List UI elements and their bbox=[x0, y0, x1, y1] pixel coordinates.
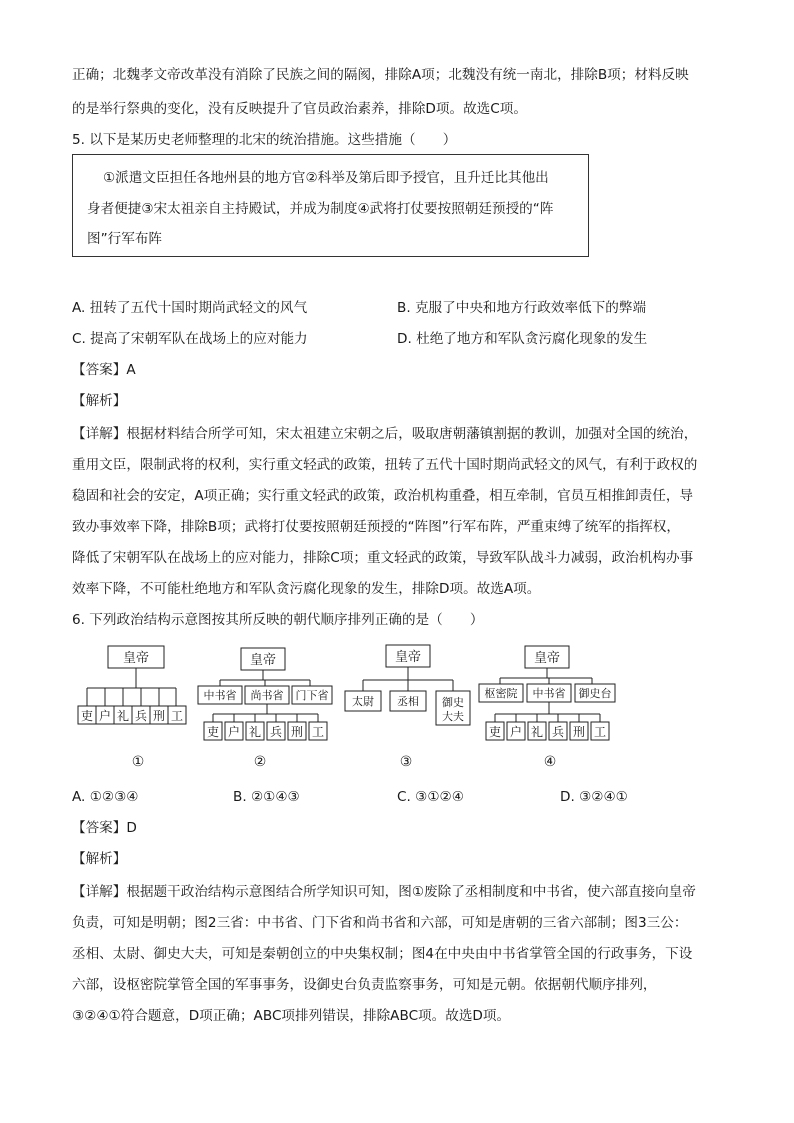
q5-detail-line-4: 致办事效率下降，排除B项；武将打仗要按照朝廷预授的“阵图”行军布阵，严重束缚了统军的指挥权， bbox=[72, 519, 680, 535]
q5-material-line-2: 身者便捷③宋太祖亲自主持殿试，并成为制度④武将打仗要按照朝廷预授的“阵 bbox=[87, 201, 554, 217]
d2-ministry-4: 兵 bbox=[269, 725, 283, 739]
diagram-label-4: ④ bbox=[543, 754, 557, 770]
q6-detail-line-5: ③②④①符合题意，D项正确；ABC项排列错误，排除ABC项。故选D项。 bbox=[72, 1008, 511, 1024]
q5-answer-value: A bbox=[126, 362, 136, 378]
q5-option-c: C. 提高了宋朝军队在战场上的应对能力 bbox=[72, 331, 308, 347]
d3-yushi-line-1: 御史 bbox=[442, 696, 464, 709]
d1-ministry-1: 吏 bbox=[80, 709, 94, 723]
q6-option-c: C. ③①②④ bbox=[397, 789, 464, 805]
q5-detail-line-2: 重用文臣，限制武将的权利，实行重文轻武的政策，扭转了五代十国时期尚武轻文的风气，有利于政权的 bbox=[72, 457, 698, 473]
q6-detail-line-4: 六部，设枢密院掌管全国的军事事务，设御史台负责监察事务，可知是元朝。依据朝代顺序排列， bbox=[72, 977, 657, 993]
q5-analysis-tag: 【解析】 bbox=[72, 393, 127, 409]
d1-ministry-6: 工 bbox=[170, 709, 184, 723]
q5-option-a: A. 扭转了五代十国时期尚武轻文的风气 bbox=[72, 300, 308, 316]
q5-detail-line-1: 【详解】根据材料结合所学可知，宋太祖建立宋朝之后，吸取唐朝藩镇割据的教训，加强对全国的统治， bbox=[72, 426, 698, 442]
d3-emperor: 皇帝 bbox=[394, 650, 422, 665]
d2-emperor: 皇帝 bbox=[249, 653, 277, 668]
q5-stem: 5. 以下是某历史老师整理的北宋的统治措施。这些措施（ ） bbox=[72, 132, 457, 148]
d2-ministry-2: 户 bbox=[227, 725, 241, 739]
q5-material-box bbox=[72, 154, 589, 257]
d1-ministry-2: 户 bbox=[98, 709, 112, 723]
q6-detail-line-1: 【详解】根据题干政治结构示意图结合所学知识可知，图①废除了丞相制度和中书省，使六部直接向皇帝 bbox=[72, 884, 696, 900]
q6-answer-value: D bbox=[126, 820, 137, 836]
q5-option-b: B. 克服了中央和地方行政效率低下的弊端 bbox=[397, 300, 647, 316]
d4-yushitai: 御史台 bbox=[578, 687, 612, 700]
d3-yushi-line-2: 大夫 bbox=[442, 710, 464, 723]
d1-ministry-5: 刑 bbox=[152, 709, 166, 723]
q5-material-line-3: 图”行军布阵 bbox=[87, 231, 163, 247]
d4-shumi: 枢密院 bbox=[484, 687, 518, 700]
d1-emperor: 皇帝 bbox=[122, 651, 150, 666]
d4-ministry-1: 吏 bbox=[488, 725, 502, 739]
d4-emperor: 皇帝 bbox=[533, 651, 561, 666]
d2-ministry-3: 礼 bbox=[248, 725, 262, 739]
q6-diagrams bbox=[0, 636, 794, 796]
prev-explanation-line-1: 正确；北魏孝文帝改革没有消除了民族之间的隔阂，排除A项；北魏没有统一南北，排除B项；材料反映 bbox=[72, 67, 689, 83]
diagram-label-1: ① bbox=[131, 754, 145, 770]
q5-option-d: D. 杜绝了地方和军队贪污腐化现象的发生 bbox=[397, 331, 648, 347]
q5-answer bbox=[72, 360, 136, 380]
d4-zhongshu: 中书省 bbox=[532, 687, 566, 700]
d2-shangshu: 尚书省 bbox=[250, 689, 284, 702]
q6-option-d: D. ③②④① bbox=[560, 789, 628, 805]
d4-ministry-3: 礼 bbox=[530, 725, 544, 739]
q6-option-b: B. ②①④③ bbox=[233, 789, 300, 805]
q5-detail-line-3: 稳固和社会的安定，A项正确；实行重文轻武的政策，政治机构重叠，相互牵制，官员互相推卸责任，导 bbox=[72, 488, 694, 504]
q6-detail-line-3: 丞相、太尉、御史大夫，可知是秦朝创立的中央集权制；图4在中央由中书省掌管全国的行政事务，下设 bbox=[72, 946, 693, 962]
q6-answer bbox=[72, 818, 137, 838]
d4-ministry-6: 工 bbox=[593, 725, 607, 739]
d4-ministry-4: 兵 bbox=[551, 725, 565, 739]
d4-ministry-2: 户 bbox=[509, 725, 523, 739]
d2-ministry-6: 工 bbox=[311, 725, 325, 739]
q5-detail-line-6: 效率下降，不可能杜绝地方和军队贪污腐化现象的发生，排除D项。故选A项。 bbox=[72, 581, 541, 597]
q6-analysis-tag: 【解析】 bbox=[72, 851, 127, 867]
q5-answer-tag: 【答案】 bbox=[72, 362, 127, 378]
d1-ministry-4: 兵 bbox=[134, 709, 148, 723]
q6-option-a: A. ①②③④ bbox=[72, 789, 139, 805]
q5-detail-line-5: 降低了宋朝军队在战场上的应对能力，排除C项；重文轻武的政策，导致军队战斗力减弱，政治机构办事 bbox=[72, 550, 694, 566]
d1-ministry-3: 礼 bbox=[116, 709, 130, 723]
prev-explanation-line-2: 的是举行祭典的变化，没有反映提升了官员政治素养，排除D项。故选C项。 bbox=[72, 101, 527, 117]
diagram-label-2: ② bbox=[253, 754, 267, 770]
d3-chengxiang: 丞相 bbox=[397, 695, 419, 708]
d2-ministry-5: 刑 bbox=[290, 725, 304, 739]
d3-taiwei: 太尉 bbox=[352, 695, 374, 708]
d2-ministry-1: 吏 bbox=[206, 725, 220, 739]
diagram-label-3: ③ bbox=[399, 754, 413, 770]
q6-stem: 6. 下列政治结构示意图按其所反映的朝代顺序排列正确的是（ ） bbox=[72, 612, 484, 628]
d2-zhongshu: 中书省 bbox=[203, 689, 237, 702]
q5-material-line-1: ①派遣文臣担任各地州县的地方官②科举及第后即予授官，且升迁比其他出 bbox=[103, 170, 549, 186]
q6-answer-tag: 【答案】 bbox=[72, 820, 127, 836]
q6-detail-line-2: 负责，可知是明朝；图2三省：中书省、门下省和尚书省和六部，可知是唐朝的三省六部制；图3三公： bbox=[72, 915, 688, 931]
d4-ministry-5: 刑 bbox=[572, 725, 586, 739]
d2-menxia: 门下省 bbox=[295, 689, 329, 702]
